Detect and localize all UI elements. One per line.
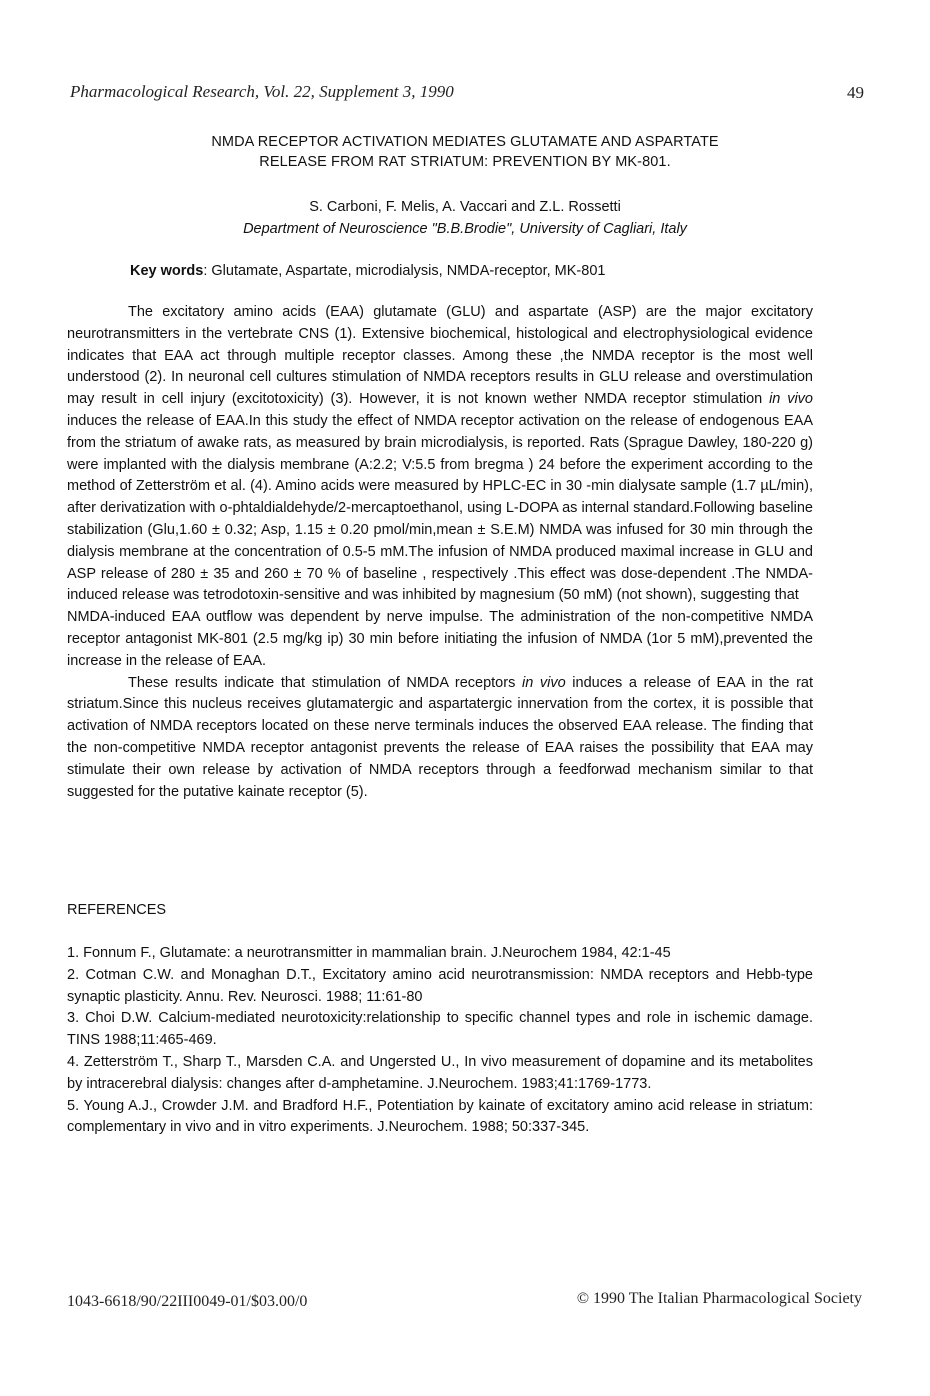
paper-title	[70, 132, 860, 172]
paragraph-1-italic: in vivo	[769, 391, 813, 408]
reference-item: 5. Young A.J., Crowder J.M. and Bradford H.F., Potentiation by kainate of excitatory amino acid release in striatum: complementary in vivo and in vitro experiments. J.Neurochem. 1988; 50:337-345.	[67, 1097, 813, 1136]
references-heading: REFERENCES	[67, 902, 167, 918]
reference-item: 2. Cotman C.W. and Monaghan D.T., Excitatory amino acid neurotransmission: NMDA receptors and Hebb-type synaptic plasticity. Annu. Rev. Neurosci. 1988; 11:61-80	[67, 966, 813, 1005]
page-number: 49	[847, 83, 864, 102]
title-line-1: NMDA RECEPTOR ACTIVATION MEDIATES GLUTAMATE AND ASPARTATE	[211, 134, 719, 150]
title-line-2: RELEASE FROM RAT STRIATUM: PREVENTION BY MK-801.	[259, 154, 671, 170]
paragraph-2: NMDA-induced EAA outflow was dependent by nerve impulse. The administration of the non-competitive NMDA receptor antagonist MK-801 (2.5 mg/kg ip) 30 min before initiating the infusion of NMDA (1or 5 mM),prevented the increase in the release of EAA.	[67, 609, 813, 669]
keywords-list: : Glutamate, Aspartate, microdialysis, NMDA-receptor, MK-801	[203, 263, 606, 279]
paragraph-1	[67, 302, 813, 607]
reference-item: 4. Zetterström T., Sharp T., Marsden C.A. and Ungersted U., In vivo measurement of dopamine and its metabolites by intracerebral dialysis: changes after d-amphetamine. J.Neurochem. 1983;41:1769-1773.	[67, 1053, 813, 1092]
affiliation: Department of Neuroscience "B.B.Brodie", University of Cagliari, Italy	[243, 221, 687, 237]
references-list	[67, 943, 813, 1139]
keywords-label: Key words	[130, 263, 204, 279]
body-text	[67, 302, 813, 803]
journal-header: Pharmacological Research, Vol. 22, Supplement 3, 1990	[70, 82, 454, 101]
paragraph-3-text-a: These results indicate that stimulation of NMDA receptors	[128, 674, 522, 691]
issn-code: 1043-6618/90/22III0049-01/$03.00/0	[67, 1293, 308, 1310]
reference-item: 3. Choi D.W. Calcium-mediated neurotoxicity:relationship to specific channel types and role in ischemic damage. TINS 1988;11:465-469.	[67, 1010, 813, 1049]
paragraph-3-italic: in vivo	[521, 674, 566, 691]
author-block	[70, 196, 860, 240]
keywords	[130, 263, 605, 279]
paragraph-1-text-b: induces the release of EAA.In this study the effect of NMDA receptor activation on the release of endogenous EAA from the striatum of awake rats, as measured by brain microdialysis, is reported. Rats (Sprague Dawley, 180-220 g) were implanted with the dialysis membrane (A:2.2; V:5.5 from bregma ) 24 before the experiment according to the method of Zetterström et al. (4). Amino acids were measured by HPLC-EC in 30 -min dialysate sample (1.7 µL/min), after derivatization with o-phtaldialdehyde/2-mercaptoethanol, using L-DOPA as internal standard.Following baseline stabilization (Glu,1.60 ± 0.32; Asp, 1.15 ± 0.20 pmol/min,mean ± S.E.M) NMDA was infused for 30 min through the dialysis membrane at the concentration of 0.5-5 mM.The infusion of NMDA produced maximal increase in GLU and ASP release of 280 ± 35 and 260 ± 70 % of baseline , respectively .This effect was dose-dependent .The NMDA-induced release was tetrodotoxin-sensitive and was inhibited by magnesium (50 mM) (not shown), suggesting that	[67, 412, 813, 604]
reference-item: 1. Fonnum F., Glutamate: a neurotransmitter in mammalian brain. J.Neurochem 1984, 42:1-45	[67, 945, 671, 961]
copyright: © 1990 The Italian Pharmacological Society	[576, 1290, 862, 1307]
paragraph-1-text-a: The excitatory amino acids (EAA) glutamate (GLU) and aspartate (ASP) are the major excitatory neurotransmitters in the vertebrate CNS (1). Extensive biochemical, histological and electrophysiological evidence indicates that EAA act through multiple receptor classes. Among these ,the NMDA receptor is the most well understood (2). In neuronal cell cultures stimulation of NMDA receptors results in GLU release and overstimulation may result in cell injury (excitotoxicity) (3). However, it is not known wether NMDA receptor stimulation	[67, 304, 813, 408]
paragraph-3-text-b: induces a release of EAA in the rat striatum.Since this nucleus receives glutamatergic and aspartatergic innervation from the cortex, it is possible that activation of NMDA receptors located on these nerve terminals induces the observed EAA release. The finding that the non-competitive NMDA receptor antagonist prevents the release of EAA raises the possibility that EAA may stimulate their own release by activation of NMDA receptors through a feedforwad mechanism similar to that suggested for the putative kainate receptor (5).	[67, 674, 813, 800]
paragraph-3	[67, 673, 813, 804]
authors: S. Carboni, F. Melis, A. Vaccari and Z.L. Rossetti	[309, 199, 621, 215]
